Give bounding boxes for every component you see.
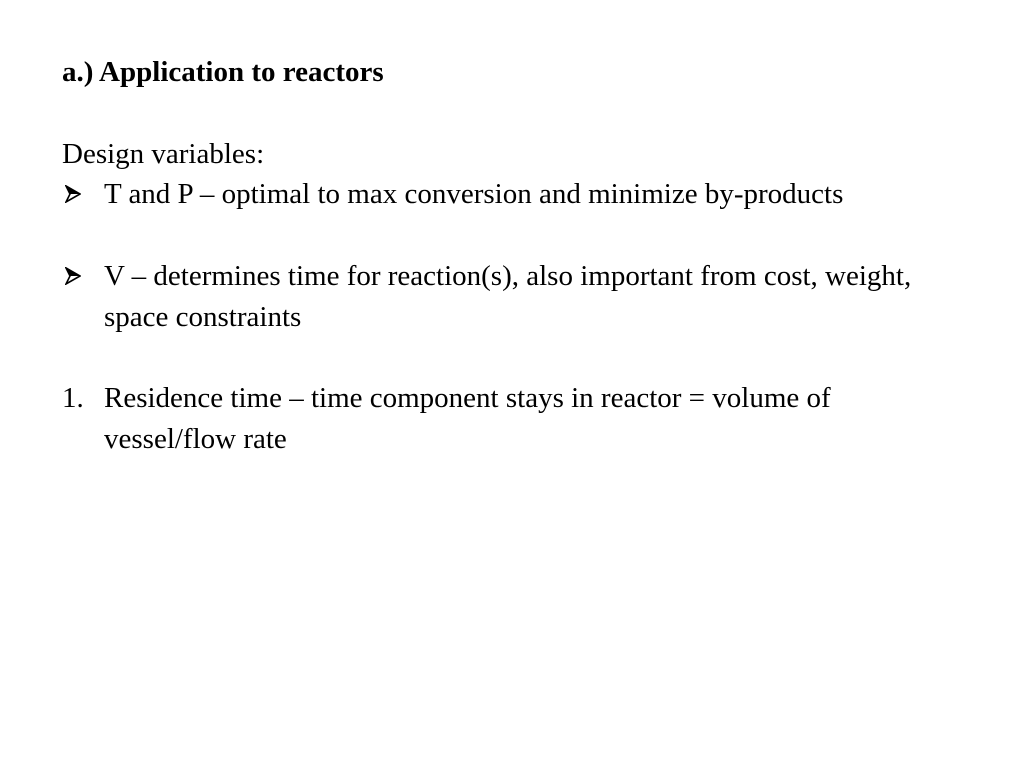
numbered-item: [62, 378, 962, 460]
bullet-item: [62, 174, 962, 215]
numbered-text: Residence time – time component stays in reactor = volume of vessel/flow rate: [104, 382, 831, 455]
item-number: 1.: [62, 382, 84, 414]
bullet-item: [62, 256, 962, 338]
design-variables-label: Design variables:: [62, 138, 265, 170]
bullet-text: T and P – optimal to max conversion and minimize by-products: [104, 178, 844, 210]
section-heading: a.) Application to reactors: [62, 56, 384, 88]
bullet-text: V – determines time for reaction(s), also important from cost, weight, space constraints: [104, 260, 912, 333]
